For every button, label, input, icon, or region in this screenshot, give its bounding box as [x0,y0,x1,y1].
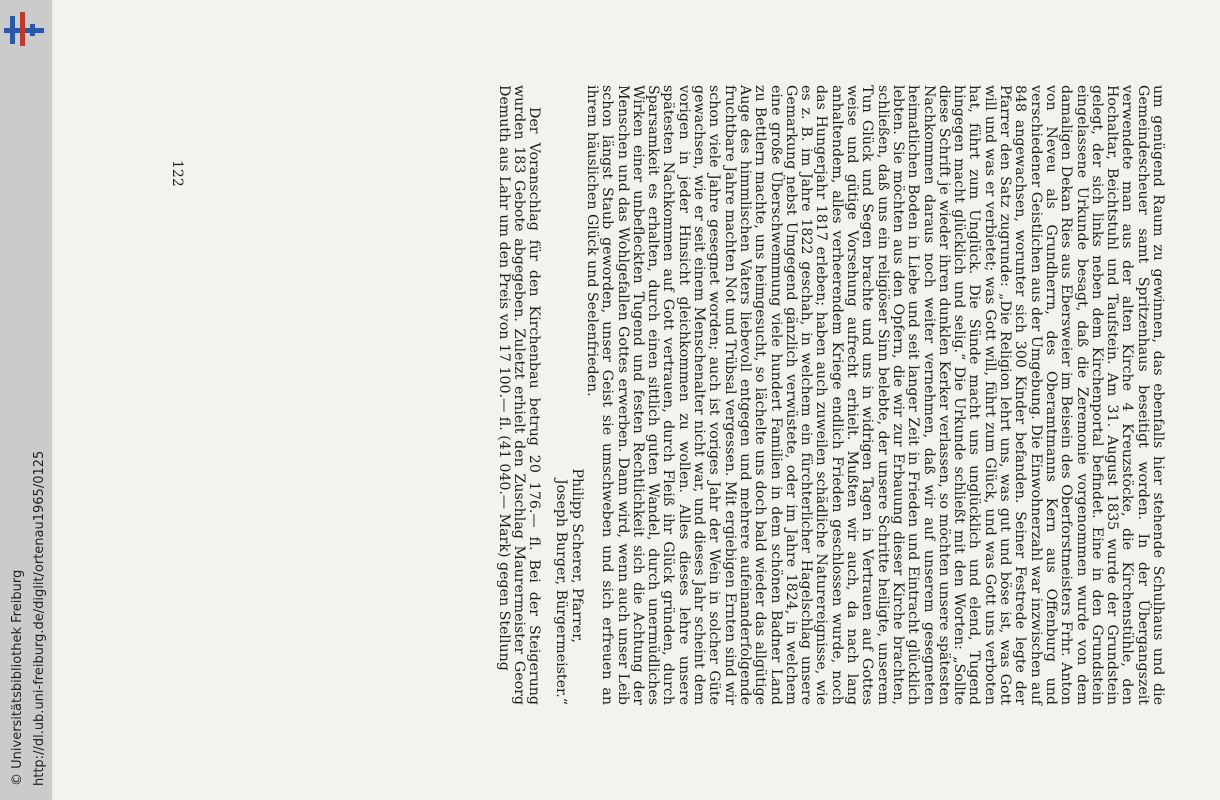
source-url[interactable]: http://dl.ub.uni-freiburg.de/diglit/ortenau1965/0125 [32,450,47,786]
body-paragraph-2: Der Voranschlag für den Kirchenbau betrug 20 176.— fl. Bei der Steigerung wurden 183 Gebote abgegeben. Zuletzt erhielt den Zuschlag Maurermeister Georg Demuth aus Lahr um den Preis von 17 100.— fl. (41 040.— Mark) gegen Stellung [495,85,543,705]
viewer-sidebar [0,0,52,800]
body-paragraph: um genügend Raum zu gewinnen, das ebenfalls hier stehende Schulhaus und die Gemeindescheuer samt Spritzenhaus beseitigt worden. In der Übergangszeit verwendete man aus der alten Kirche 4 Kreuzstöcke, die Kirchenstühle, den Hochaltar, Beichtstuhl und Taufstein. Am 31. August 1835 wurde der Grundstein gelegt, der sich links neben dem Kirchenportal befindet. Eine in den Grundstein eingelassene Urkunde besagt, daß die Zeremonie vorgenommen wurde von dem damaligen Dekan Ries aus Ebersweier im Beisein des Oberforstmeisters Frhr. Anton von Neveu als Grundherrn, des Oberamtmanns Kern aus Offenburg und verschiedener Geistlichen aus der Umgebung. Die Einwohnerzahl war inzwischen auf 848 angewachsen, worunter sich 300 Kinder befanden. Seiner Festrede legte der Pfarrer den Satz zugrunde: „Die Religion lehrt uns, was gut und böse ist, was Gott will und was er verbietet; was Gott will, führt zum Glück, und was Gott uns verboten hat, führt zum Unglück. Die Sünde macht uns unglücklich und elend, Tugend hingegen macht glücklich und selig.“ Die Urkunde schließt mit den Worten: „Sollte diese Schrift je wieder ihren dunklen Kerker verlassen, so möchten unsere spätesten Nachkommen daraus noch weiter vernehmen, daß wir auf unserem gesegneten heimatlichen Boden in Liebe und seit langer Zeit in Frieden und Eintracht glücklich lebten. Sie möchten aus den Opfern, die wir zur Erbauung dieser Kirche brachten, schließen, daß uns ein religiöser Sinn belebte, der unsere Schritte heiligte, unserem Tun Glück und Segen brachte und uns in widrigen Tagen in Vertrauen auf Gottes weise und gütige Vorsehung aufrecht erhielt. Mußten wir auch, da nach lang anhaltendem, alles verheerendem Kriege endlich Frieden geschlossen wurde, noch das Hungerjahr 1817 erleben; haben auch zuweilen schädliche Naturereignisse, wie es z. B. im Jahre 1822 geschah, in welchem ein fürchterlicher Hagelschlag unsere Gemarkung nebst Umgegend gänzlich verwüstete, oder im Jahre 1824, in welchem eine große Überschwemmung viele hundert Familien in dem schönen Badner Land zu Bettlern machte, uns heimgesucht, so lächelte uns doch bald wieder das allgütige Auge des himmlischen Vaters liebevoll entgegen und mehrere aufeinanderfolgende fruchtbare Jahre machten Not und Trübsal vergessen. Mit ergiebigen Ernten sind wir schon viele Jahre gesegnet worden; auch ist voriges Jahr der Wein in solcher Güte gewachsen, wie er seit einem Menschenalter nicht war, und dieses Jahr scheint dem vorigen in jeder Hinsicht gleichkommen zu wollen. Alles dieses lehre unsere spätesten Nachkommen auf Gott vertrauen, durch Fleiß ihr Glück gründen, durch Sparsamkeit es erhalten, durch einen sittlich guten Wandel, durch unermüdliches Wirken einer unbefleckten Tugend und festen Rechtlichkeit sich die Achtung der Menschen und das Wohlgefallen Gottes erwerben. Dann wird, wenn auch unser Leib schon längst Staub geworden, unser Geist sie umschweben und sich erfreuen an ihrem häuslichen Glück und Seelenfrieden. [584,85,1166,705]
signature-mayor: Joseph Burger, Bürgermeister.“ [553,478,570,705]
page-text [495,85,1165,705]
page-number: 122 [169,160,185,187]
scanned-page [55,0,1220,800]
signature-pastor: Philipp Scherer, Pfarrer, [568,468,585,643]
copyright-notice: © Universitätsbibliothek Freiburg [10,569,25,786]
